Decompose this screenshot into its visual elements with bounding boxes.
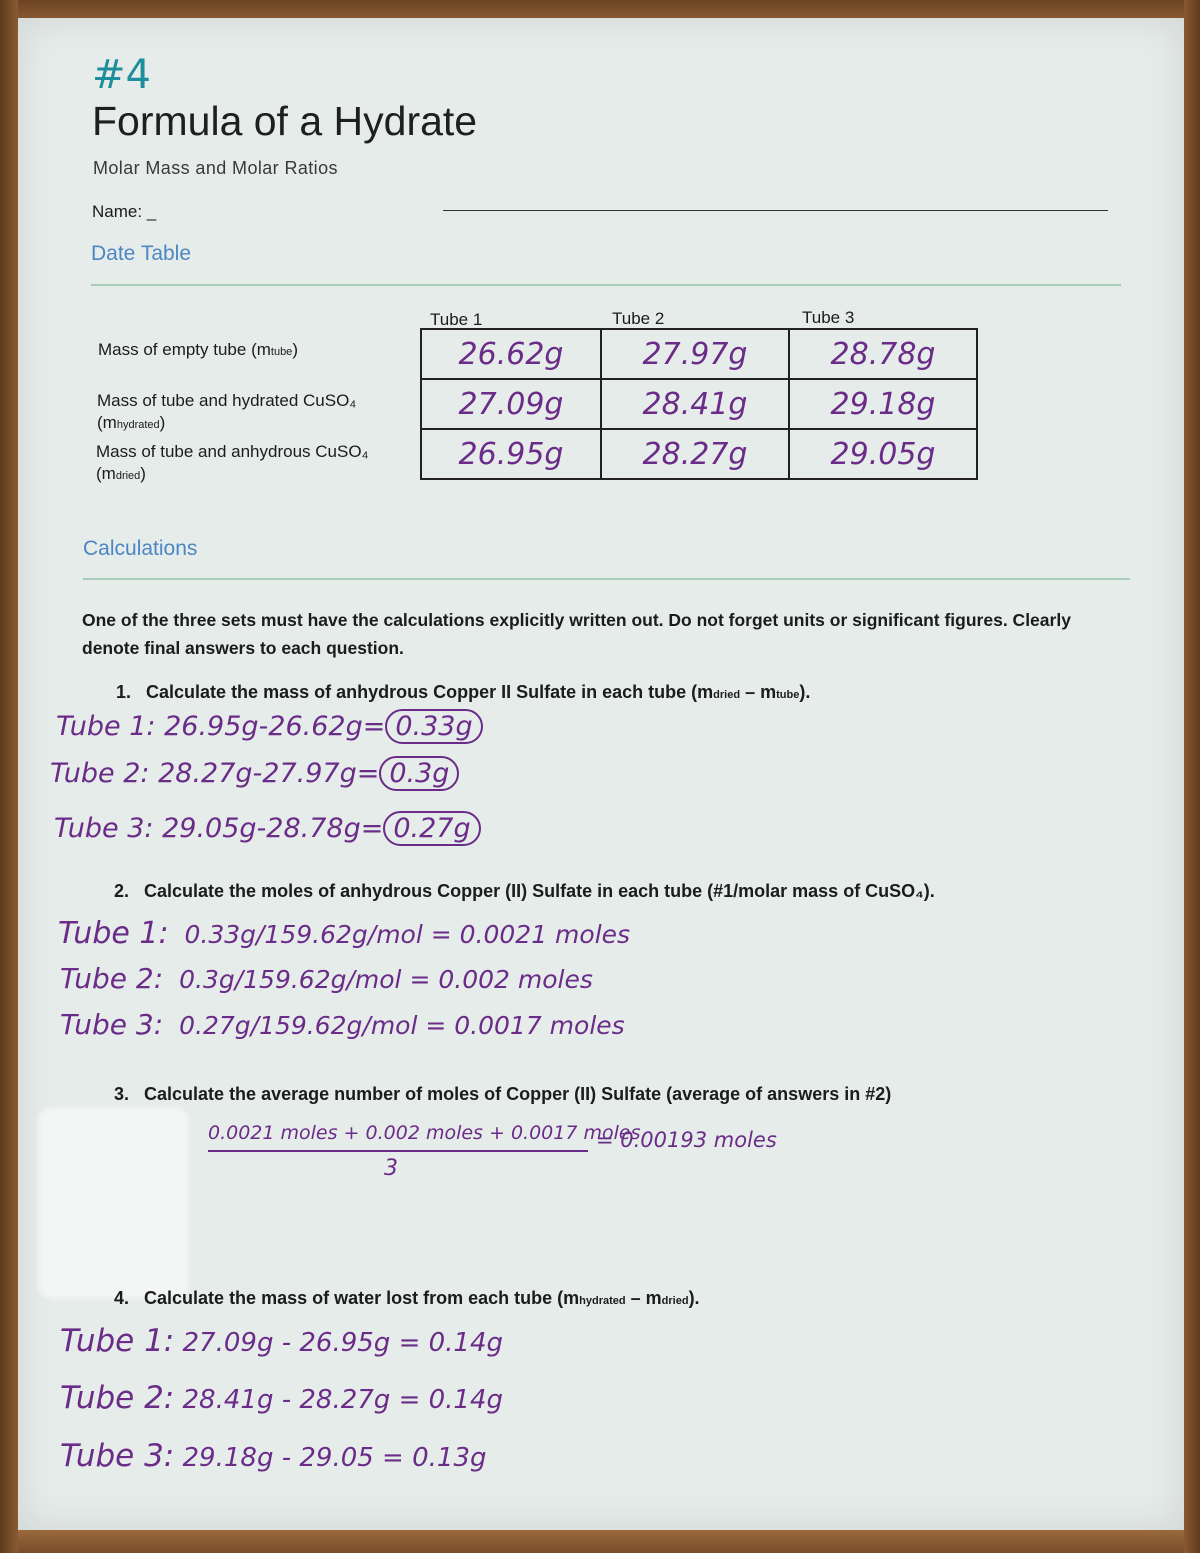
circled-answer: 0.3g: [379, 756, 459, 791]
instructions-line-1: One of the three sets must have the calculations explicitly written out. Do not forget units or significant figures. Clearly: [82, 610, 1071, 630]
row-label-empty-tube: Mass of empty tube (mtube): [98, 340, 298, 359]
data-table: [420, 328, 978, 480]
answer-4-tube-3: Tube 3: 29.18g - 29.05 = 0.13g: [60, 1438, 487, 1474]
table-cell: 26.62g: [421, 329, 601, 379]
desk-surface-bottom: [0, 1530, 1200, 1553]
table-row: [421, 329, 977, 379]
question-3: 3. Calculate the average number of moles of Copper (II) Sulfate (average of answers in #2): [114, 1084, 892, 1104]
desk-surface-left: [0, 0, 18, 1553]
table-cell: 29.05g: [789, 429, 977, 479]
erased-smudge: [38, 1108, 188, 1298]
worksheet-page: [18, 18, 1184, 1530]
data-table-heading: Date Table: [91, 242, 192, 265]
answer-1-tube-1: Tube 1: 26.95g-26.62g= 0.33g: [56, 711, 483, 742]
fraction-bar: [208, 1150, 588, 1152]
question-1: 1. Calculate the mass of anhydrous Copper II Sulfate in each tube (mdried – mtube).: [116, 682, 811, 702]
name-label: Name: _: [92, 202, 157, 221]
answer-4-tube-1: Tube 1: 27.09g - 26.95g = 0.14g: [60, 1323, 504, 1359]
question-4: 4. Calculate the mass of water lost from each tube (mhydrated – mdried).: [114, 1288, 700, 1308]
circled-answer: 0.27g: [383, 811, 480, 846]
answer-4-tube-2: Tube 2: 28.41g - 28.27g = 0.14g: [60, 1380, 504, 1416]
table-cell: 27.09g: [421, 379, 601, 429]
question-2: 2. Calculate the moles of anhydrous Copper (II) Sulfate in each tube (#1/molar mass of CuSO₄).: [114, 881, 935, 901]
section-rule: [83, 578, 1130, 580]
table-cell: 28.41g: [601, 379, 789, 429]
name-line: [443, 210, 1108, 211]
answer-2-tube-2: Tube 2: 0.3g/159.62g/mol = 0.002 moles: [60, 962, 593, 995]
table-row: [421, 429, 977, 479]
table-cell: 28.78g: [789, 329, 977, 379]
table-cell: 28.27g: [601, 429, 789, 479]
table-cell: 29.18g: [789, 379, 977, 429]
desk-surface-right: [1184, 0, 1200, 1553]
table-cell: 26.95g: [421, 429, 601, 479]
column-header-tube-3: Tube 3: [802, 308, 855, 327]
column-header-tube-1: Tube 1: [430, 310, 483, 329]
table-row: [421, 379, 977, 429]
calculations-heading: Calculations: [83, 537, 198, 560]
column-header-tube-2: Tube 2: [612, 309, 665, 328]
instructions-line-2: denote final answers to each question.: [82, 638, 404, 658]
answer-1-tube-3: Tube 3: 29.05g-28.78g= 0.27g: [54, 813, 481, 844]
average-result: = 0.00193 moles: [596, 1128, 777, 1152]
section-rule: [91, 284, 1121, 286]
page-subtitle: Molar Mass and Molar Ratios: [93, 158, 338, 178]
page-title: Formula of a Hydrate: [92, 98, 478, 144]
answer-1-tube-2: Tube 2: 28.27g-27.97g= 0.3g: [50, 758, 459, 789]
circled-answer: 0.33g: [385, 709, 482, 744]
answer-2-tube-1: Tube 1: 0.33g/159.62g/mol = 0.0021 moles: [58, 916, 631, 951]
row-label-dried: Mass of tube and anhydrous CuSO₄ (mdried): [96, 442, 369, 483]
average-denominator: 3: [384, 1156, 398, 1181]
page-number-mark: #4: [92, 52, 151, 98]
answer-2-tube-3: Tube 3: 0.27g/159.62g/mol = 0.0017 moles: [60, 1008, 625, 1041]
table-cell: 27.97g: [601, 329, 789, 379]
row-label-hydrated: Mass of tube and hydrated CuSO₄ (mhydrated): [97, 391, 357, 432]
average-numerator: 0.0021 moles + 0.002 moles + 0.0017 moles: [208, 1122, 641, 1144]
